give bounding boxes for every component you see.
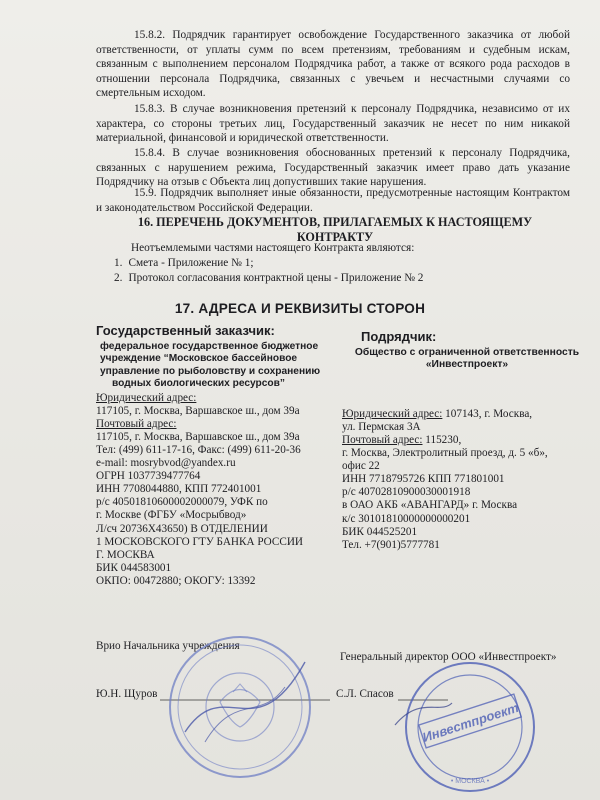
appendix-list — [114, 256, 423, 285]
customer-column — [96, 323, 346, 588]
clause-15-9: 15.9. Подрядчик выполняет иные обязанности, предусмотренные настоящим Контрактом и законодательством Российской Федерации. — [96, 187, 570, 214]
clause-15-8-4: 15.8.4. В случае возникновения обоснованных претензий к персоналу Подрядчика, связанных с нарушением режима, Государственный заказчик имеет право дать указание Подрядчику на отзыв с Объекта лиц допустивших такие нарушения. — [96, 147, 570, 189]
list-item: 2. Протокол согласования контрактной цены - Приложение № 2 — [114, 271, 424, 284]
customer-details: Юридический адрес: 117105, г. Москва, Варшавское ш., дом 39а Почтовый адрес: 117105, г. Москва, Варшавское ш., дом 39а Тел: (499) 611-17-16, Факс: (499) 611-20-36 e-mail: mosrybvod@yandex.ru ОГРН 1037739477764 ИНН 7708044880, КПП 772401001 р/с 40501810600002000079, УФК по г. Москве (ФГБУ «Мосрыбвод» Л/сч 20736Х43650) В ОТДЕЛЕНИИ 1 МОСКОВСКОГО ГТУ БАНКА РОССИИ Г. МОСКВА БИК 044583001 ОКПО: 00472880; ОКОГУ: 13392 — [96, 391, 303, 587]
seal-brand-text: Инвестпроект — [420, 699, 521, 746]
contractor-details: Юридический адрес: 107143, г. Москва, ул. Пермская 3А Почтовый адрес: 115230, г. Москва, Электролитный проезд, д. 5 «б», офис 22 ИНН 7718795726 КПП 771801001 р/с 40702810900030001918 в ОАО АКБ «АВАНГАРД» г. Москва к/с 30101810000000000201 БИК 044525201 Тел. +7(901)5777781 — [342, 407, 548, 551]
contractor-heading: Подрядчик: — [361, 329, 437, 344]
clause-15-8-3: 15.8.3. В случае возникновения претензий к персоналу Подрядчика, независимо от их характера, со стороны третьих лиц, Государственный заказчик не несет по ним никакой материальной, финансовой и юридической ответственности. — [96, 103, 570, 145]
contractor-column — [342, 329, 592, 552]
customer-seal — [165, 632, 315, 782]
section-17-heading: 17. АДРЕСА И РЕКВИЗИТЫ СТОРОН — [174, 301, 426, 316]
seal-city-text: • МОСКВА • — [450, 778, 490, 785]
contractor-signatory-name: С.Л. Спасов — [336, 688, 394, 700]
customer-signatory-title: Врио Начальника учреждения — [96, 640, 240, 652]
customer-signatory-name: Ю.Н. Щуров — [96, 688, 158, 700]
list-item: 1. Смета - Приложение № 1; — [114, 257, 254, 269]
clause-15-8-2: 15.8.2. Подрядчик гарантирует освобождение Государственного заказчика от любой ответственности, от уплаты сумм по всем претензиям, требованиям и судебным искам, связанным с выполнением персоналом Подрядчика работ, а также от всякого рода расходов в отношении персонала Подрядчика, связанных с увечьем и несчастными случаями со смертельным исходом. — [96, 29, 570, 100]
contractor-org-name: Общество с ограниченной ответственность «Инвестпроект» — [354, 347, 580, 371]
contractor-seal — [390, 655, 550, 795]
customer-org-name: федеральное государственное бюджетное учреждение “Московское бассейновое управление по рыболовству и сохранению водных биологических ресурсов” — [100, 341, 321, 390]
section-16-lead: Неотъемлемыми частями настоящего Контракта являются: — [131, 242, 415, 254]
section-16-heading: 16. ПЕРЕЧЕНЬ ДОКУМЕНТОВ, ПРИЛАГАЕМЫХ К НАСТОЯЩЕМУ КОНТРАКТУ — [137, 215, 533, 244]
contractor-signatory-title: Генеральный директор ООО «Инвестпроект» — [340, 651, 557, 663]
customer-heading: Государственный заказчик: — [96, 323, 275, 338]
